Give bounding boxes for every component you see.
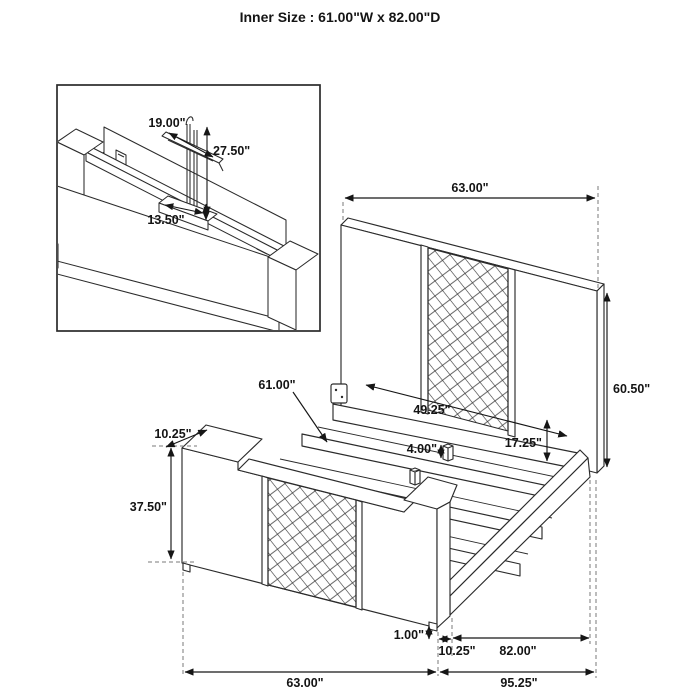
foot-glide-right bbox=[429, 622, 437, 631]
foot-glide-left bbox=[183, 563, 190, 572]
headboard-bracket bbox=[331, 384, 347, 403]
dim-rail-inset-depth: 10.25" bbox=[438, 644, 476, 658]
support-leg-2 bbox=[410, 468, 420, 485]
dim-crossbar-length: 19.00" bbox=[148, 116, 186, 130]
dim-base-length: 13.50" bbox=[147, 213, 185, 227]
dim-glide-height: 1.00" bbox=[393, 628, 424, 642]
headboard-divider-right bbox=[508, 268, 515, 437]
inset-detail-box bbox=[46, 85, 320, 332]
footboard-lattice-panel bbox=[268, 478, 356, 607]
leader-inner-width bbox=[293, 392, 327, 442]
inset-right-post-face bbox=[268, 257, 296, 330]
dim-lift-height: 27.50" bbox=[213, 144, 251, 158]
headboard-right-edge bbox=[597, 284, 604, 473]
dim-footboard-height: 37.50" bbox=[129, 500, 167, 514]
support-leg-1 bbox=[443, 444, 453, 461]
dim-inner-depth: 82.00" bbox=[499, 644, 537, 658]
footboard-divider-left bbox=[262, 476, 268, 586]
dim-headboard-height: 60.50" bbox=[613, 382, 651, 396]
dim-leg-height: 4.00" bbox=[406, 442, 437, 456]
footboard-divider-right bbox=[356, 500, 362, 610]
footboard-right-side bbox=[437, 502, 450, 628]
headboard-divider-left bbox=[421, 245, 428, 414]
dim-inner-width: 61.00" bbox=[258, 378, 296, 392]
page-title: Inner Size : 61.00"W x 82.00"D bbox=[239, 9, 441, 25]
dim-overall-width: 63.00" bbox=[286, 676, 324, 690]
dim-overall-depth: 95.25" bbox=[500, 676, 538, 690]
dim-slat-length: 49.25" bbox=[413, 403, 451, 417]
dim-headboard-width: 63.00" bbox=[451, 181, 489, 195]
dim-rail-height: 17.25" bbox=[504, 436, 542, 450]
dim-footboard-top-depth: 10.25" bbox=[154, 427, 192, 441]
